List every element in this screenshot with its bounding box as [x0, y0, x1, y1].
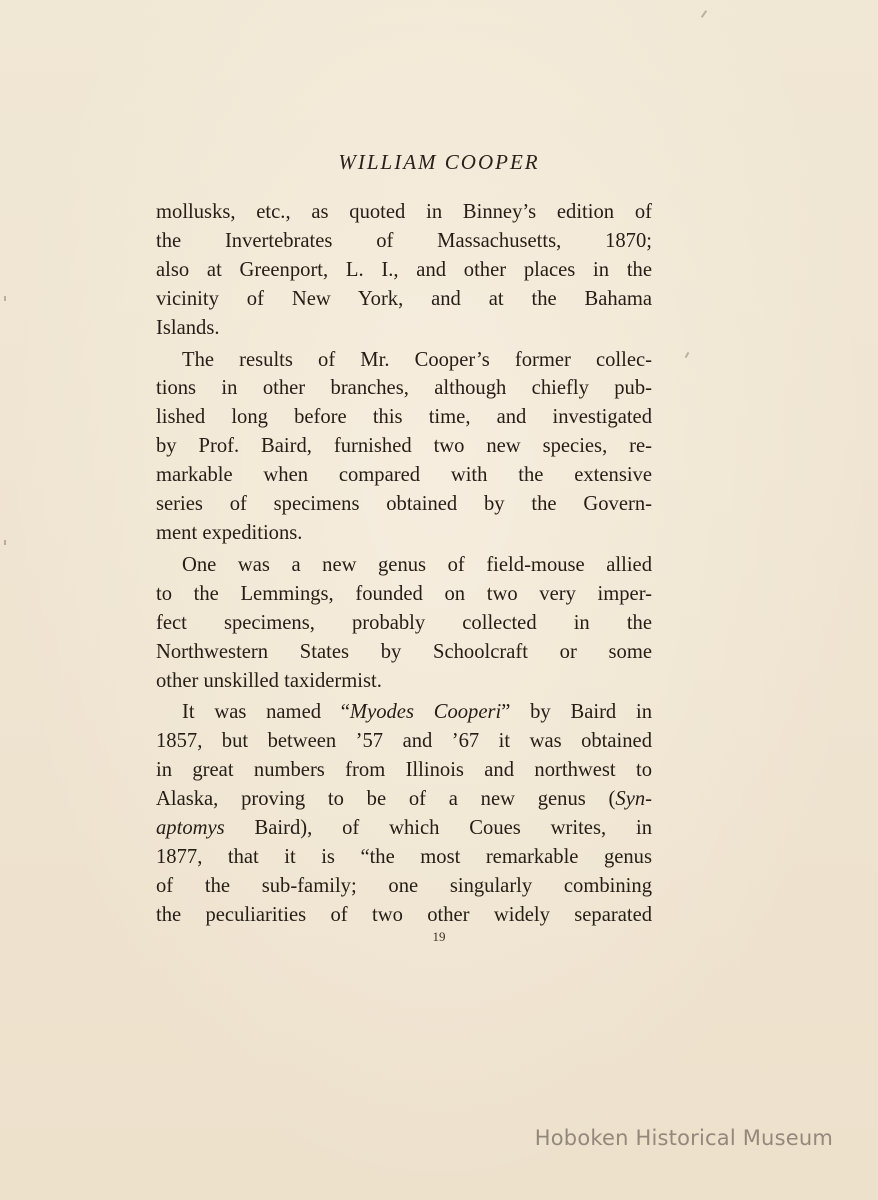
- italic-run: aptomys: [156, 817, 225, 840]
- paper-speck: [685, 352, 690, 358]
- text-line: ment expeditions.: [156, 521, 303, 544]
- text-line: [156, 698, 652, 727]
- text-run: Alaska, proving to be of a new genus (: [156, 788, 616, 811]
- text-line: also at Greenport, L. I., and other places in the: [156, 258, 652, 281]
- text-line: of the sub-family; one singularly combining: [156, 874, 652, 897]
- paper-speck: [701, 10, 707, 18]
- running-head: WILLIAM COOPER: [338, 150, 540, 174]
- text-run: Baird), of which Coues writes, in: [224, 817, 652, 840]
- paragraph: [156, 346, 652, 548]
- paragraph: [156, 551, 652, 696]
- text-line: The results of Mr. Cooper’s former collec-: [182, 348, 652, 371]
- text-line: [156, 814, 652, 843]
- text-run: ” by Baird in: [501, 701, 653, 724]
- italic-run: Syn-: [615, 788, 652, 811]
- body-text: [156, 198, 652, 933]
- text-line: Northwestern States by Schoolcraft or some: [156, 640, 652, 663]
- text-line: markable when compared with the extensive: [156, 464, 652, 487]
- paper-speck: [4, 540, 6, 545]
- text-line: Islands.: [156, 316, 220, 339]
- text-line: One was a new genus of field-mouse allied: [182, 553, 652, 576]
- text-line: in great numbers from Illinois and northwest to: [156, 759, 652, 782]
- text-line: series of specimens obtained by the Govern-: [156, 493, 652, 516]
- paragraph: [156, 698, 652, 929]
- text-line: by Prof. Baird, furnished two new species, re-: [156, 435, 652, 458]
- text-line: lished long before this time, and investigated: [156, 406, 652, 429]
- text-line: [156, 785, 652, 814]
- text-line: 1857, but between ’57 and ’67 it was obtained: [156, 730, 652, 753]
- text-line: tions in other branches, although chiefly pub-: [156, 377, 652, 400]
- text-line: other unskilled taxidermist.: [156, 669, 382, 692]
- text-line: mollusks, etc., as quoted in Binney’s edition of: [156, 201, 652, 223]
- paper-speck: [4, 296, 6, 301]
- watermark: Hoboken Historical Museum: [534, 1126, 833, 1150]
- text-line: the Invertebrates of Massachusetts, 1870;: [156, 229, 652, 252]
- text-line: fect specimens, probably collected in the: [156, 611, 652, 634]
- page-number: 19: [432, 929, 446, 944]
- text-run: It was named “: [182, 701, 350, 724]
- paragraph: [156, 198, 652, 343]
- text-line: to the Lemmings, founded on two very imper-: [156, 582, 652, 605]
- italic-run: Myodes Cooperi: [349, 701, 502, 724]
- text-line: vicinity of New York, and at the Bahama: [156, 287, 652, 310]
- text-line: 1877, that it is “the most remarkable genus: [156, 845, 652, 868]
- text-line: the peculiarities of two other widely separated: [156, 903, 652, 926]
